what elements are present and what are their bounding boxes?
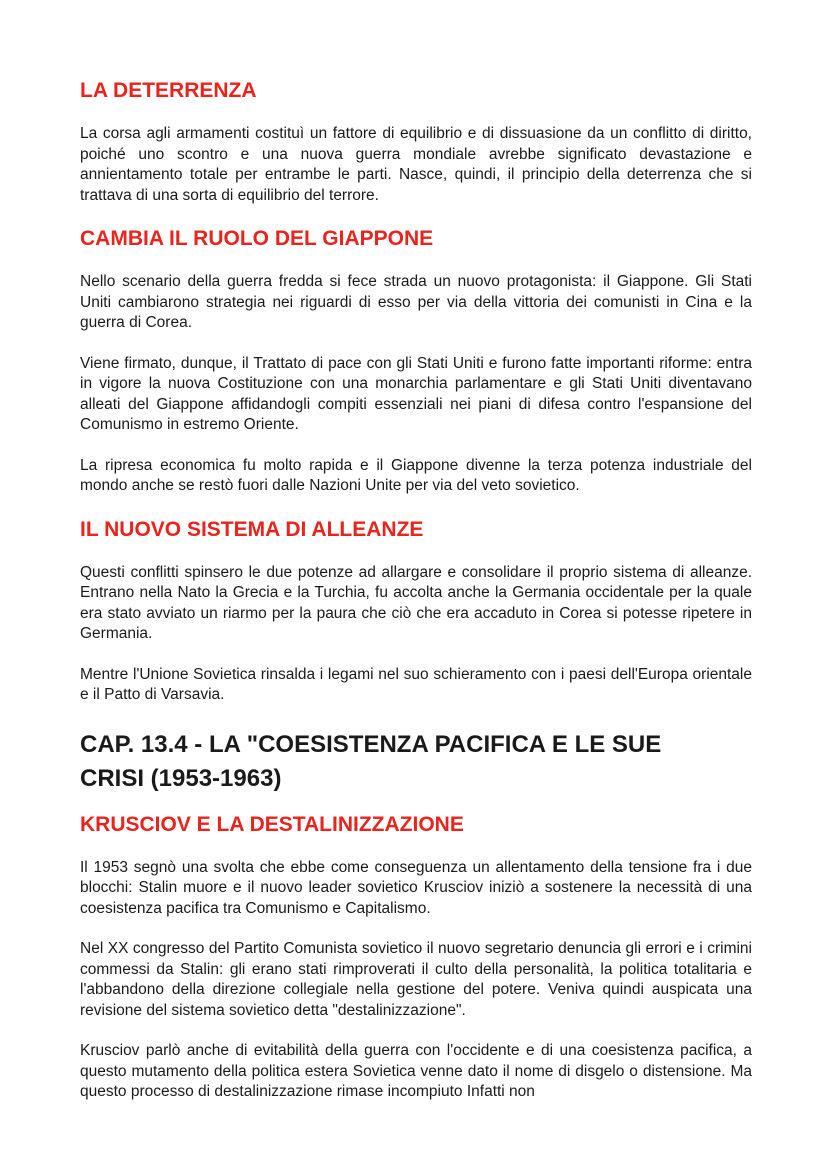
paragraph-krusciov-2: Nel XX congresso del Partito Comunista sovietico il nuovo segretario denuncia gli errori e i crimini commessi da Stalin: gli erano stati rimproverati il culto della personalità, la politica totalitaria e l'abbandono della direzione collegiale nella gestione del potere. Veniva quindi auspicata una revisione del sistema sovietico detta "destalinizzazione".: [80, 940, 752, 1019]
paragraph-giappone-1: Nello scenario della guerra fredda si fece strada un nuovo protagonista: il Giappone. Gli Stati Uniti cambiarono strategia nei riguardi di esso per via della vittoria dei comunisti in Cina e la guerra di Corea.: [80, 273, 752, 331]
paragraph-krusciov-1: Il 1953 segnò una svolta che ebbe come conseguenza un allentamento della tensione fra i due blocchi: Stalin muore e il nuovo leader sovietico Krusciov iniziò a sostenere la necessità di una coesistenza pacifica tra Comunismo e Capitalismo.: [80, 858, 752, 917]
paragraph-deterrenza-1: La corsa agli armamenti costituì un fattore di equilibrio e di dissuasione da un conflitto di diritto, poiché uno scontro e una nuova guerra mondiale avrebbe significato devastazione e annientamento totale per entrambe le parti. Nasce, quindi, il principio della deterrenza che si trattava di una sorta di equilibrio del terrore.: [80, 125, 752, 204]
document-page: [80, 78, 752, 1103]
paragraph-giappone-3: La ripresa economica fu molto rapida e il Giappone divenne la terza potenza industriale del mondo anche se restò fuori dalle Nazioni Unite per via del veto sovietico.: [80, 456, 752, 494]
heading-alleanze: IL NUOVO SISTEMA DI ALLEANZE: [80, 517, 424, 541]
paragraph-alleanze-1: Questi conflitti spinsero le due potenze ad allargare e consolidare il proprio sistema di alleanze. Entrano nella Nato la Grecia e la Turchia, fu accolta anche la Germania occidentale per la quale era stato avviato un riarmo per la paura che ciò che era accaduto in Corea si potesse ripetere in Germania.: [80, 563, 752, 642]
paragraph-giappone-2: Viene firmato, dunque, il Trattato di pace con gli Stati Uniti e furono fatte importanti riforme: entra in vigore la nuova Costituzione con una monarchia parlamentare e gli Stati Uniti diventavano alleati del Giappone affidandogli compiti essenziali nei piani di difesa contro l'espansione del Comunismo in estremo Oriente.: [80, 354, 752, 433]
paragraph-krusciov-3: Krusciov parlò anche di evitabilità della guerra con l'occidente e di una coesistenza pacifica, a questo mutamento della politica estera Sovietica venne dato il nome di disgelo o distensione. Ma questo processo di destalinizzazione rimase incompiuto Infatti non: [80, 1042, 752, 1100]
heading-krusciov: KRUSCIOV E LA DESTALINIZZAZIONE: [80, 812, 464, 836]
paragraph-alleanze-2: Mentre l'Unione Sovietica rinsalda i legami nel suo schieramento con i paesi dell'Europa orientale e il Patto di Varsavia.: [80, 665, 752, 703]
heading-giappone: CAMBIA IL RUOLO DEL GIAPPONE: [80, 227, 434, 250]
chapter-heading: CAP. 13.4 - LA "COESISTENZA PACIFICA E LE SUE CRISI (1953-1963): [80, 730, 662, 792]
heading-deterrenza: LA DETERRENZA: [80, 79, 257, 102]
